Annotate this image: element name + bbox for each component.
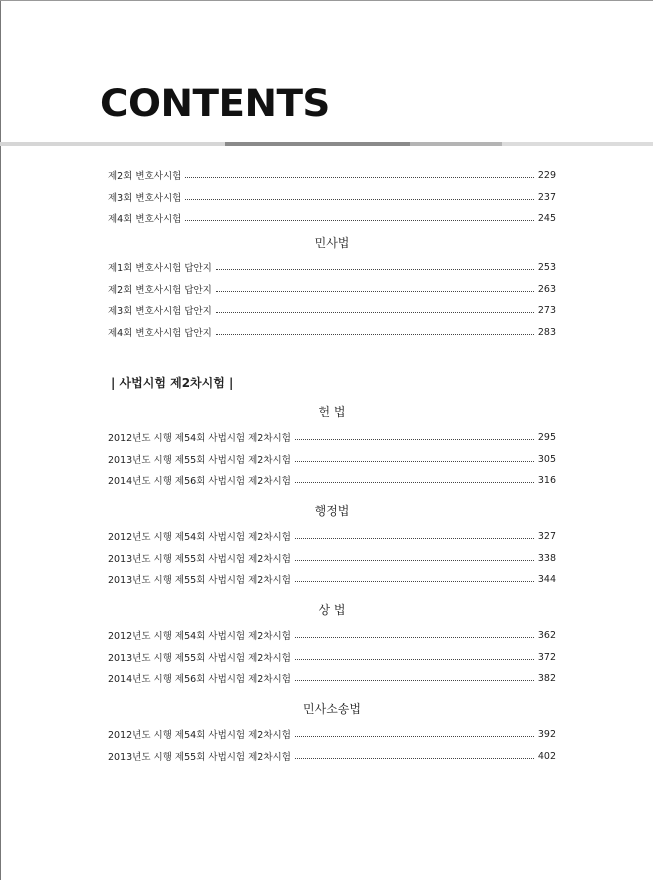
toc-entry-page: 295 [537,431,556,443]
toc-entry[interactable] [108,671,556,685]
toc-entry-label: 2012년도 시행 제54회 사법시험 제2차시험 [108,730,291,741]
toc-entry-label: 2014년도 시행 제56회 사법시험 제2차시험 [108,674,291,685]
toc-entry[interactable] [108,211,556,225]
toc-entry[interactable] [108,650,556,664]
toc-entry-page: 372 [537,651,556,663]
dot-leader [185,177,534,178]
toc-entry-page: 253 [537,261,556,273]
section-heading: 헌 법 [318,405,346,419]
dot-leader [295,461,534,462]
toc-entry-label: 제3회 변호사시험 답안지 [108,306,212,317]
dot-leader [295,581,534,582]
toc-entry[interactable] [108,303,556,317]
toc-entry-label: 2013년도 시행 제55회 사법시험 제2차시험 [108,554,291,565]
toc-entry[interactable] [108,529,556,543]
toc-entry[interactable] [108,168,556,182]
page-border-left [0,0,1,880]
toc-entry-page: 338 [537,552,556,564]
dot-leader [295,659,534,660]
toc-entry-page: 316 [537,474,556,486]
toc-entry-page: 362 [537,629,556,641]
page-border-top [0,0,653,1]
toc-entry-page: 327 [537,530,556,542]
toc-entry-page: 237 [537,191,556,203]
dot-leader [216,269,534,270]
toc-entry-page: 263 [537,283,556,295]
header-rule-right [502,142,653,146]
toc-entry-page: 305 [537,453,556,465]
toc-entry[interactable] [108,282,556,296]
toc-entry-page: 382 [537,672,556,684]
header-rule-center [225,142,410,146]
toc-entry-label: 2013년도 시행 제55회 사법시험 제2차시험 [108,455,291,466]
dot-leader [295,538,534,539]
dot-leader [216,334,534,335]
toc-entry-label: 제4회 변호사시험 [108,214,182,225]
part-heading: | 사법시험 제2차시험 | [111,376,234,390]
dot-leader [185,220,534,221]
toc-entry-label: 2014년도 시행 제56회 사법시험 제2차시험 [108,476,291,487]
dot-leader [216,312,534,313]
dot-leader [295,758,534,759]
toc-entry-label: 제3회 변호사시험 [108,193,182,204]
toc-entry[interactable] [108,473,556,487]
dot-leader [295,439,534,440]
section-heading: 행정법 [314,504,350,518]
toc-entry-label: 제2회 변호사시험 [108,171,182,182]
toc-entry-label: 2013년도 시행 제55회 사법시험 제2차시험 [108,653,291,664]
toc-entry-label: 2012년도 시행 제54회 사법시험 제2차시험 [108,433,291,444]
dot-leader [295,560,534,561]
page-title: CONTENTS [100,82,330,125]
toc-entry-page: 229 [537,169,556,181]
toc-entry-label: 제1회 변호사시험 답안지 [108,263,212,274]
toc-entry[interactable] [108,260,556,274]
section-heading: 상 법 [318,603,346,617]
toc-entry-page: 344 [537,573,556,585]
toc-entry[interactable] [108,551,556,565]
section-heading: 민사법 [314,236,350,250]
toc-entry[interactable] [108,325,556,339]
header-rule-mid [410,142,502,146]
toc-entry[interactable] [108,727,556,741]
toc-entry-page: 273 [537,304,556,316]
toc-entry[interactable] [108,430,556,444]
toc-entry[interactable] [108,452,556,466]
header-rule-left [0,142,225,146]
toc-entry[interactable] [108,572,556,586]
toc-entry-label: 2013년도 시행 제55회 사법시험 제2차시험 [108,752,291,763]
dot-leader [295,680,534,681]
dot-leader [295,637,534,638]
toc-entry-page: 245 [537,212,556,224]
dot-leader [295,736,534,737]
toc-entry-page: 392 [537,728,556,740]
toc-entry-label: 2012년도 시행 제54회 사법시험 제2차시험 [108,532,291,543]
toc-entry[interactable] [108,749,556,763]
toc-entry-label: 2012년도 시행 제54회 사법시험 제2차시험 [108,631,291,642]
section-heading: 민사소송법 [303,702,361,716]
dot-leader [295,482,534,483]
toc-entry-label: 제4회 변호사시험 답안지 [108,328,212,339]
dot-leader [185,199,534,200]
toc-entry-page: 283 [537,326,556,338]
dot-leader [216,291,534,292]
toc-entry[interactable] [108,628,556,642]
toc-entry-page: 402 [537,750,556,762]
toc-entry-label: 2013년도 시행 제55회 사법시험 제2차시험 [108,575,291,586]
toc-entry[interactable] [108,190,556,204]
toc-entry-label: 제2회 변호사시험 답안지 [108,285,212,296]
